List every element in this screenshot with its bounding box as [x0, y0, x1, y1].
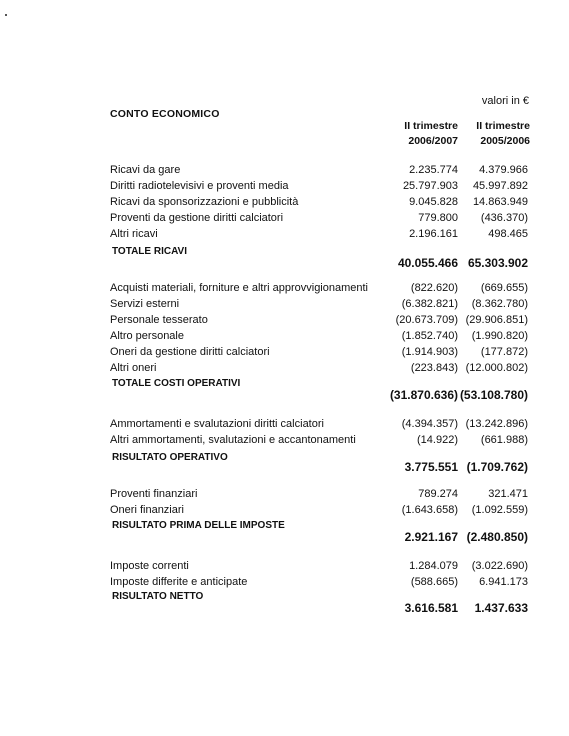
value-previous: (436.370) — [480, 212, 528, 224]
row-label: Altro personale — [110, 330, 184, 342]
value-previous: 45.997.892 — [472, 180, 528, 192]
value-previous: (13.242.896) — [465, 418, 528, 430]
total-value-current: (31.870.636) — [389, 388, 458, 402]
value-current: 789.274 — [418, 488, 458, 500]
value-previous: (29.906.851) — [465, 314, 528, 326]
value-current: 2.235.774 — [409, 164, 458, 176]
table-row — [0, 228, 569, 244]
row-label: Oneri da gestione diritti calciatori — [110, 346, 270, 358]
row-label: Imposte differite e anticipate — [110, 576, 248, 588]
scan-speck — [5, 14, 7, 16]
table-row — [0, 504, 569, 520]
column-header-current — [388, 119, 458, 149]
table-row — [0, 434, 569, 450]
row-label: Diritti radiotelevisivi e proventi media — [110, 180, 289, 192]
value-previous: 498.465 — [488, 228, 528, 240]
row-label: Proventi da gestione diritti calciatori — [110, 212, 284, 224]
value-current: (14.922) — [417, 434, 458, 446]
value-current: 2.196.161 — [409, 228, 458, 240]
value-current: 1.284.079 — [409, 560, 458, 572]
table-row — [0, 418, 569, 434]
table-row — [0, 560, 569, 576]
table-row — [0, 298, 569, 314]
value-previous: (1.092.559) — [471, 504, 528, 516]
column-header-current-line1: II trimestre — [404, 120, 458, 132]
value-current: (223.843) — [410, 362, 458, 374]
value-previous: 4.379.966 — [479, 164, 528, 176]
total-value-previous: (1.709.762) — [466, 460, 528, 474]
table-row — [0, 180, 569, 196]
row-label: Altri ammortamenti, svalutazioni e accantonamenti — [110, 434, 356, 446]
total-row-values — [0, 601, 569, 617]
value-previous: (1.990.820) — [471, 330, 528, 342]
total-value-previous: (53.108.780) — [459, 388, 528, 402]
value-previous: 6.941.173 — [479, 576, 528, 588]
value-current: 779.800 — [418, 212, 458, 224]
row-label: Altri ricavi — [110, 228, 158, 240]
value-previous: 321.471 — [488, 488, 528, 500]
total-row-values — [0, 388, 569, 404]
value-previous: (8.362.780) — [471, 298, 528, 310]
row-label: Servizi esterni — [110, 298, 180, 310]
column-header-previous — [460, 119, 530, 149]
value-current: (6.382.821) — [401, 298, 458, 310]
total-row-values — [0, 256, 569, 272]
total-value-current: 2.921.167 — [404, 530, 458, 544]
table-row — [0, 330, 569, 346]
value-current: (4.394.357) — [401, 418, 458, 430]
total-label: TOTALE COSTI OPERATIVI — [112, 378, 241, 389]
value-previous: (669.655) — [480, 282, 528, 294]
row-label: Ricavi da sponsorizzazioni e pubblicità — [110, 196, 299, 208]
total-value-previous: 1.437.633 — [474, 601, 528, 615]
statement-title: CONTO ECONOMICO — [110, 108, 220, 120]
table-row — [0, 488, 569, 504]
table-row — [0, 576, 569, 592]
row-label: Ammortamenti e svalutazioni diritti calciatori — [110, 418, 324, 430]
row-label: Oneri finanziari — [110, 504, 184, 516]
row-label: Altri oneri — [110, 362, 157, 374]
total-label: TOTALE RICAVI — [112, 246, 187, 257]
value-current: 9.045.828 — [409, 196, 458, 208]
units-note: valori in € — [481, 95, 529, 107]
value-current: 25.797.903 — [402, 180, 458, 192]
total-value-previous: (2.480.850) — [466, 530, 528, 544]
table-row — [0, 212, 569, 228]
column-header-current-line2: 2006/2007 — [408, 135, 458, 147]
row-label: Ricavi da gare — [110, 164, 181, 176]
row-label: Proventi finanziari — [110, 488, 198, 500]
column-header-previous-line2: 2005/2006 — [480, 135, 530, 147]
table-row — [0, 362, 569, 378]
total-label: RISULTATO NETTO — [112, 591, 204, 602]
table-row — [0, 164, 569, 180]
total-value-current: 40.055.466 — [397, 256, 458, 270]
total-label: RISULTATO OPERATIVO — [112, 452, 228, 463]
total-value-current: 3.775.551 — [404, 460, 458, 474]
value-current: (20.673.709) — [395, 314, 458, 326]
total-value-previous: 65.303.902 — [467, 256, 528, 270]
table-row — [0, 346, 569, 362]
total-value-current: 3.616.581 — [404, 601, 458, 615]
row-label: Personale tesserato — [110, 314, 208, 326]
table-row — [0, 196, 569, 212]
total-row-values — [0, 530, 569, 546]
total-row-values — [0, 460, 569, 476]
value-previous: (12.000.802) — [465, 362, 528, 374]
value-previous: (177.872) — [480, 346, 528, 358]
value-current: (1.643.658) — [401, 504, 458, 516]
value-current: (1.852.740) — [401, 330, 458, 342]
value-current: (588.665) — [410, 576, 458, 588]
column-header-previous-line1: II trimestre — [476, 120, 530, 132]
value-previous: (661.988) — [480, 434, 528, 446]
table-row — [0, 282, 569, 298]
value-previous: 14.863.949 — [472, 196, 528, 208]
row-label: Imposte correnti — [110, 560, 189, 572]
total-label: RISULTATO PRIMA DELLE IMPOSTE — [112, 520, 285, 531]
row-label: Acquisti materiali, forniture e altri approvvigionamenti — [110, 282, 369, 294]
value-current: (822.620) — [410, 282, 458, 294]
value-previous: (3.022.690) — [471, 560, 528, 572]
table-row — [0, 314, 569, 330]
value-current: (1.914.903) — [401, 346, 458, 358]
